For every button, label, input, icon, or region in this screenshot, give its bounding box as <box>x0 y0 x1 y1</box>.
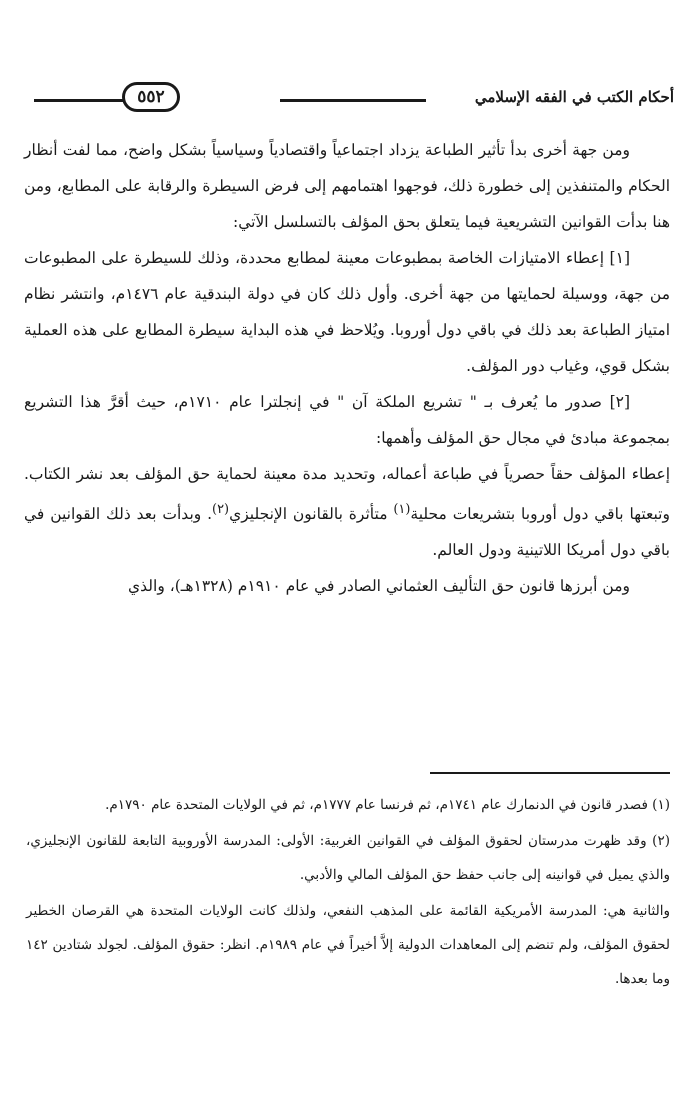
paragraph: ومن أبرزها قانون حق التأليف العثماني الصادر في عام ١٩١٠م (١٣٢٨هـ)، والذي <box>128 577 630 596</box>
paragraph: [١] إعطاء الامتيازات الخاصة بمطبوعات معينة لمطابع محددة، وذلك للسيطرة على المطبوعات من جهة، ووسيلة لحمايتها من جهة أخرى. وأول ذلك كان في دولة البندقية عام ١٤٧٦م، وانتشر نظام امتياز الطباعة بعد ذلك في باقي دول أوروبا. ويُلاحظ في هذه البداية سيطرة المطابع على هذه العملية بشكل قوي، وغياب دور المؤلف. <box>24 249 671 375</box>
running-header-title: أحكام الكتب في الفقه الإسلامي <box>474 88 674 106</box>
footnote-separator <box>430 772 670 774</box>
running-header <box>22 78 674 118</box>
header-rule <box>34 99 124 102</box>
footnotes <box>26 788 670 996</box>
page-number: ٥٥٢ <box>122 82 180 112</box>
footnote: (٢) وقد ظهرت مدرستان لحقوق المؤلف في القوانين الغربية: الأولى: المدرسة الأوروبية التابعة للقانون الإنجليزي، والذي يميل في قوانينه إلى جانب حفظ حق المؤلف المالي والأدبي. <box>26 833 670 883</box>
paragraph: ومن جهة أخرى بدأ تأثير الطباعة يزداد اجتماعياً واقتصادياً وسياسياً بشكل واضح، مما لفت أنظار الحكام والمتنفذين إلى خطورة ذلك، فوجهوا اهتمامهم إلى فرض السيطرة والرقابة على المطابع، ومن هنا بدأت القوانين التشريعية فيما يتعلق بحق المؤلف بالتسلسل الآتي: <box>24 141 670 231</box>
paragraph-text: متأثرة بالقانون الإنجليزي <box>229 505 394 524</box>
footnote-marker: (٢) <box>212 502 230 517</box>
footnote: (١) فصدر قانون في الدنمارك عام ١٧٤١م، ثم فرنسا عام ١٧٧٧م، ثم في الولايات المتحدة عام ١٧٩٠م. <box>105 797 670 813</box>
header-rule <box>280 99 426 102</box>
footnote-marker: (١) <box>393 502 411 517</box>
body-text <box>24 132 670 604</box>
footnote-continuation: والثانية هي: المدرسة الأمريكية القائمة على المذهب النفعي، ولذلك كانت الولايات المتحدة هي القرصان الخطير لحقوق المؤلف، ولم تنضم إلى المعاهدات الدولية إلاَّ أخيراً في عام ١٩٨٩م. انظر: حقوق المؤلف. لجولد شتادين ١٤٢ وما بعدها. <box>26 903 671 987</box>
paragraph-text: . وبدأت بعد ذلك القوانين في باقي دول أمريكا اللاتينية ودول العالم. <box>24 505 670 560</box>
paragraph-text: إعطاء المؤلف حقاً حصرياً في طباعة أعماله، وتحديد مدة معينة لحماية حق المؤلف بعد نشر الكتاب. وتبعتها باقي دول أوروبا بتشريعات محلية <box>24 465 670 524</box>
paragraph <box>24 456 670 568</box>
paragraph: [٢] صدور ما يُعرف بـ " تشريع الملكة آن " في إنجلترا عام ١٧١٠م، حيث أقرَّ هذا التشريع بمجموعة مبادئ في مجال حق المؤلف وأهمها: <box>24 393 670 447</box>
